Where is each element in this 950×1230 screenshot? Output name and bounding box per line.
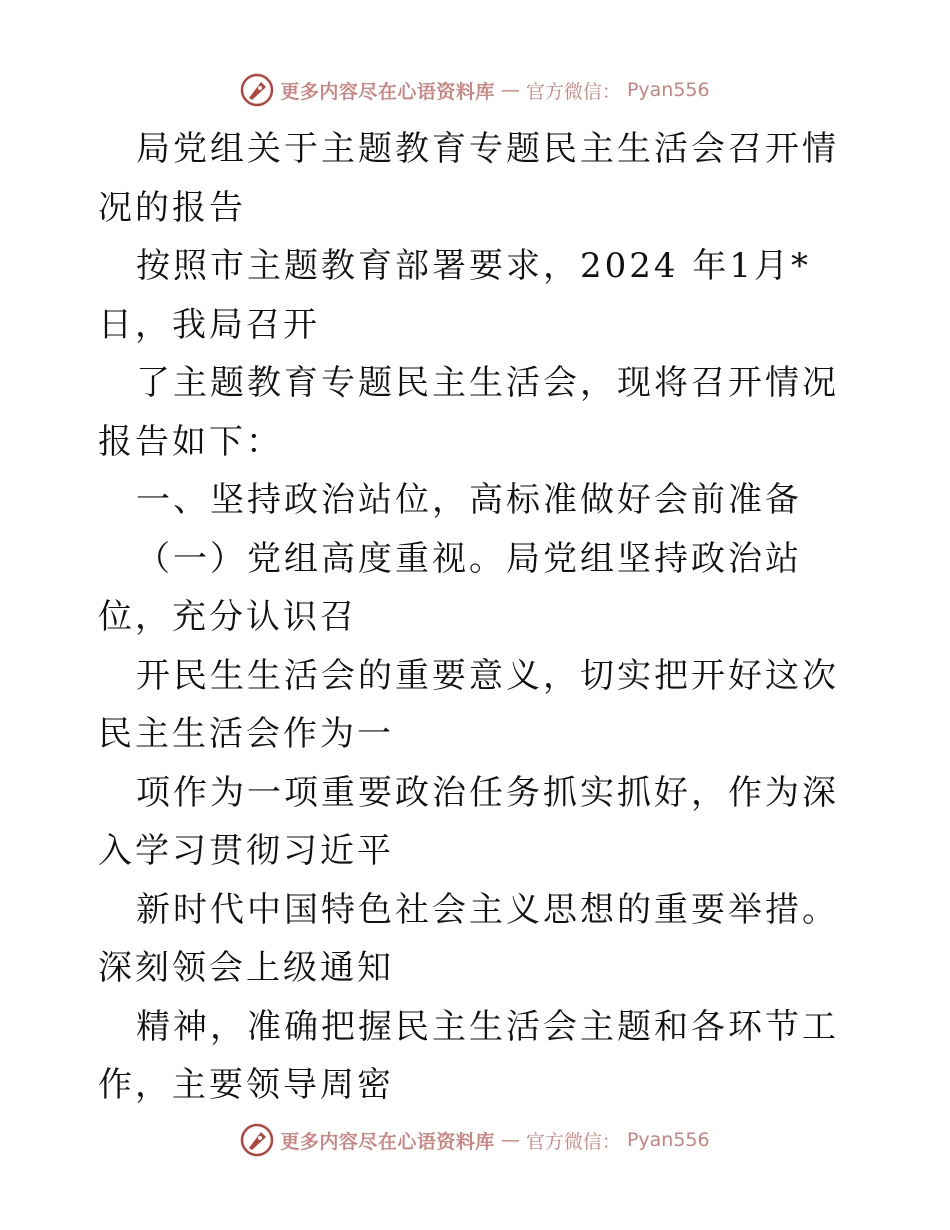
watermark-wechat-label: 官方微信：	[525, 1130, 621, 1153]
pen-nib-logo-icon	[240, 73, 274, 107]
document-title: 局党组关于主题教育专题民主生活会召开情况的报告	[98, 129, 839, 228]
pen-nib-logo-icon	[240, 1123, 274, 1157]
paragraph: 精神，准确把握民主生活会主题和各环节工作，主要领导周密	[98, 1006, 839, 1105]
paragraph: 项作为一项重要政治任务抓实抓好，作为深入学习贯彻习近平	[98, 772, 839, 871]
paragraph: 开民生生活会的重要意义，切实把开好这次民主生活会作为一	[98, 655, 839, 754]
header-watermark	[0, 70, 950, 110]
paragraph: 了主题教育专题民主生活会，现将召开情况报告如下：	[98, 363, 839, 462]
watermark-separator: —	[500, 1129, 520, 1151]
paragraph: 按照市主题教育部署要求，2024 年1月*日，我局召开	[98, 246, 811, 345]
watermark-wechat-id: Pyan556	[626, 1129, 710, 1151]
watermark-separator: —	[500, 79, 520, 101]
document-body	[98, 120, 858, 1115]
watermark-wechat-label: 官方微信：	[525, 80, 621, 103]
paragraph: 新时代中国特色社会主义思想的重要举措。深刻领会上级通知	[98, 889, 839, 988]
watermark-text: 更多内容尽在心语资料库	[280, 80, 495, 103]
section-heading: 一、坚持政治站位，高标准做好会前准备	[136, 480, 802, 520]
paragraph: （一）党组高度重视。局党组坚持政治站位，充分认识召	[98, 538, 802, 637]
footer-watermark	[0, 1120, 950, 1160]
watermark-text: 更多内容尽在心语资料库	[280, 1130, 495, 1153]
watermark-wechat-id: Pyan556	[626, 79, 710, 101]
